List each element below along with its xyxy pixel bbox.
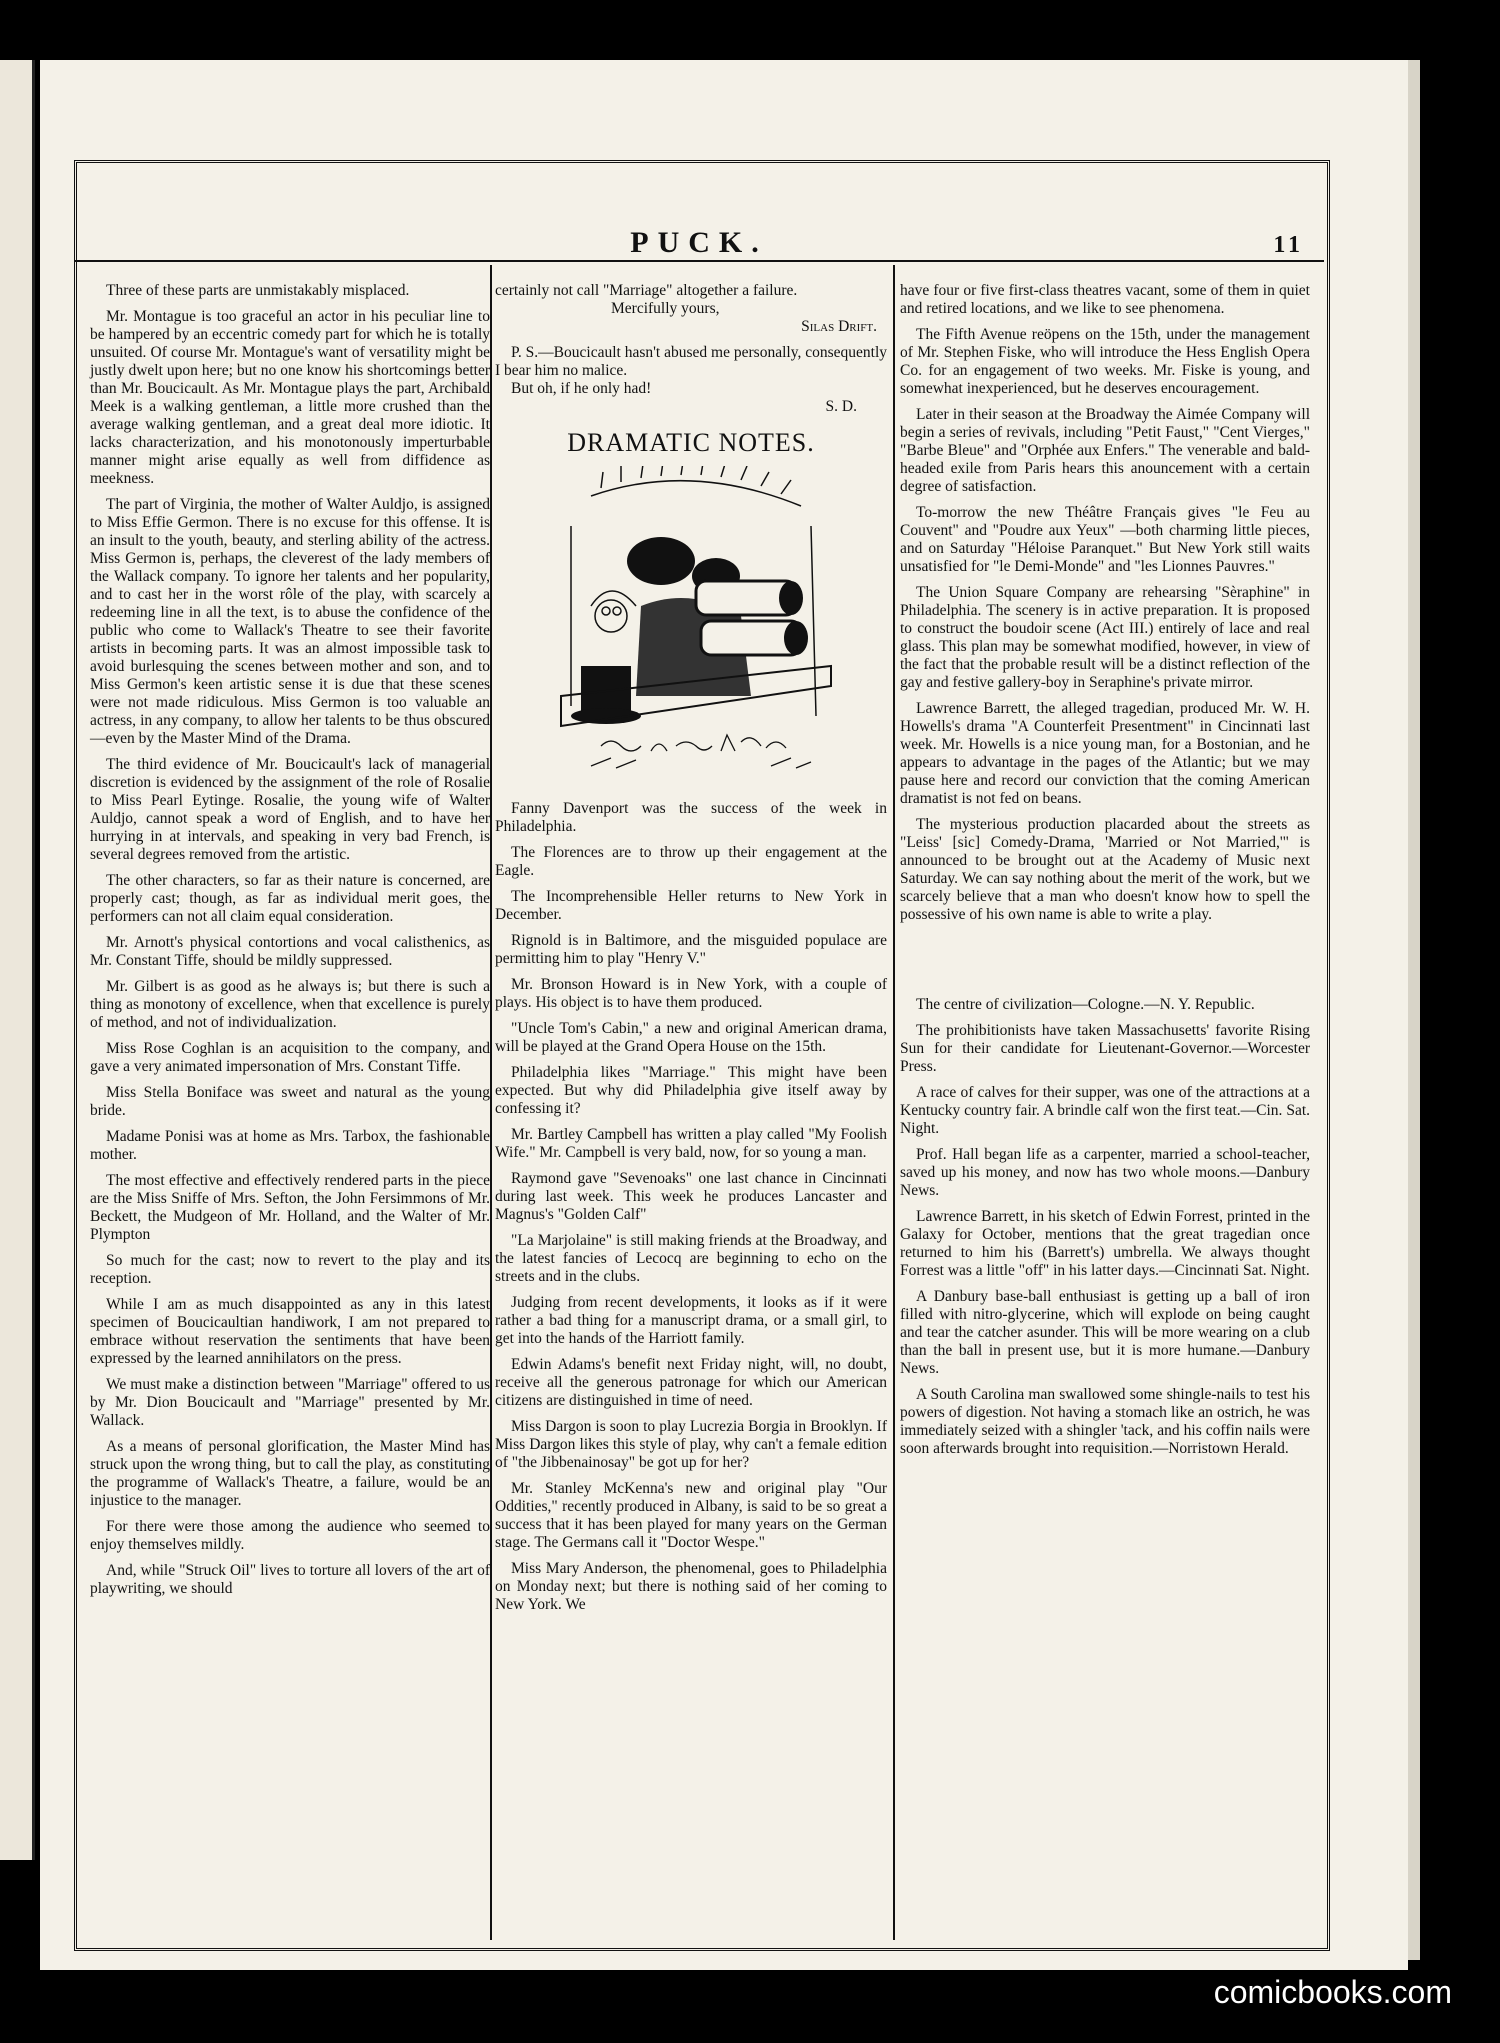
paragraph: While I am as much disappointed as any in this latest specimen of Boucicaultian handiwork, I am not prepared to embrace without reservation the sentiments that have been expressed by the learned annihilators on the press. bbox=[90, 1296, 490, 1367]
paragraph: Miss Rose Coghlan is an acquisition to the company, and gave a very animated impersonation of Mrs. Constant Tiffe. bbox=[90, 1040, 490, 1075]
note-item: Later in their season at the Broadway the Aimée Company will begin a series of revivals, including "Petit Faust," "Cent Vierges," "Barbe Bleue" and "Orphée aux Enfers." The venerable and bald-headed exile from Paris hears this anouncement with a certain degree of satisfaction. bbox=[900, 406, 1310, 495]
page-title: PUCK. bbox=[630, 226, 768, 259]
paragraph: The third evidence of Mr. Boucicault's lack of managerial discretion is evidenced by the assignment of the role of Rosalie to Miss Pearl Eytinge. Rosalie, the young wife of Walter Auldjo, cannot speak a word of English, and to have her hurrying in at intervals, and speaking in very bad French, is several degrees removed from the artistic. bbox=[90, 756, 490, 863]
page-number: 11 bbox=[1273, 232, 1304, 258]
adjacent-page-edge bbox=[0, 60, 35, 1860]
note-item: The Union Square Company are rehearsing "Sèraphine" in Philadelphia. The scenery is in active preparation. It is proposed to construct the boudoir scene (Act III.) entirely of lace and real glass. This plan may be somewhat modified, however, in view of the fact that the probable result will be a distinct reflection of the gay and festive gallery-boy in Seraphine's private mirror. bbox=[900, 584, 1310, 691]
column-divider bbox=[490, 265, 492, 1940]
paragraph: As a means of personal glorification, the Master Mind has struck upon the wrong thing, but to call the play, as constituting the programme of Wallack's Theatre, a failure, would be an injustice to the manager. bbox=[90, 1438, 490, 1509]
opera-glasses-illustration bbox=[541, 466, 841, 786]
note-item: To-morrow the new Théâtre Français gives "le Feu au Couvent" and "Poudre aux Yeux" —both charming little pieces, and on Saturday "Héloise Paranquet." But New York still waits unsatisfied for "le Demi-Monde" and "les Lionnes Pauvres." bbox=[900, 504, 1310, 575]
letter-signature: Silas Drift. bbox=[801, 318, 877, 335]
note-item: Miss Dargon is soon to play Lucrezia Borgia in Brooklyn. If Miss Dargon likes this style of play, why can't a female edition of "the Jibbenainosay" be got up for her? bbox=[495, 1418, 887, 1471]
column-3 bbox=[900, 282, 1310, 1466]
paragraph: Mr. Montague is too graceful an actor in his peculiar line to be hampered by an eccentric comedy part for which he is totally unsuited. Of course Mr. Montague's want of versatility might be justly dwelt upon here; but no one know his shortcomings better than Mr. Boucicault. As Mr. Montague plays the part, Archibald Meek is a walking gentleman, a little more crushed than the average walking gentleman, and a great deal more idiotic. It lacks characterization, and his monotonously imperturbable manner might arise equally as well from diffidence as meekness. bbox=[90, 308, 490, 487]
clipping-item: The centre of civilization—Cologne.—N. Y. Republic. bbox=[916, 996, 1255, 1013]
postscript: P. S.—Boucicault hasn't abused me personally, consequently I bear him no malice. bbox=[495, 344, 887, 379]
masthead bbox=[74, 170, 1324, 262]
clipping-item: Prof. Hall began life as a carpenter, married a school-teacher, saved up his money, and now has two whole moons.—Danbury News. bbox=[900, 1146, 1310, 1199]
paragraph: And, while "Struck Oil" lives to torture all lovers of the art of playwriting, we should bbox=[90, 1562, 490, 1597]
section-heading: DRAMATIC NOTES. bbox=[567, 428, 815, 457]
column-1 bbox=[90, 282, 490, 1606]
note-item: "La Marjolaine" is still making friends at the Broadway, and the latest fancies of Lecocq are beginning to echo on the streets and in the clubs. bbox=[495, 1232, 887, 1285]
paragraph: Miss Stella Boniface was sweet and natural as the young bride. bbox=[90, 1084, 490, 1119]
note-item: Rignold is in Baltimore, and the misguided populace are permitting him to play "Henry V." bbox=[495, 932, 887, 967]
note-item: The mysterious production placarded about the streets as "Leiss' [sic] Comedy-Drama, 'Married or Not Married,'" is announced to be brought out at the Academy of Music next Saturday. We can say nothing about the merit of the work, but we scarcely believe that a man who doesn't know how to spell the possessive of his own name is able to write a play. bbox=[900, 816, 1310, 923]
section-gap bbox=[900, 932, 1310, 996]
column-divider bbox=[893, 265, 895, 1940]
paragraph: The part of Virginia, the mother of Walter Auldjo, is assigned to Miss Effie Germon. There is no excuse for this offense. It is an insult to the youth, beauty, and sterling ability of the actress. Miss Germon is, perhaps, the cleverest of the lady members of the Wallack company. To ignore her talents and her popularity, and to cast her in the worst rôle of the play, with scarcely a redeeming line in all the text, is to abuse the confidence of the public who come to Wallack's Theatre to see their favorite artists in becoming parts. It was an almost impossible task to avoid burlesquing the scenes between mother and son, and to Miss Germon's keen artistic sense it is due that these scenes were not made ridiculous. Miss Germon is too valuable an actress, in any company, to allow her talents to be thus obscured—even by the Master Mind of the Drama. bbox=[90, 496, 490, 747]
note-item: Raymond gave "Sevenoaks" one last chance in Cincinnati during last week. This week he produces Lancaster and Magnus's "Golden Calf" bbox=[495, 1170, 887, 1223]
letter-closing: Mercifully yours, bbox=[611, 300, 720, 317]
letter-ending: certainly not call "Marriage" altogether a failure. bbox=[495, 282, 798, 299]
note-item: Judging from recent developments, it looks as if it were rather a bad thing for a manuscript drama, or a small girl, to get into the hands of the Harriott family. bbox=[495, 1294, 887, 1347]
note-item: Lawrence Barrett, the alleged tragedian, produced Mr. W. H. Howells's drama "A Counterfeit Presentment" in Cincinnati last week. Mr. Howells is a nice young man, for a Bostonian, and he appears to advantage in the pages of the Atlantic; but we may pause here and record our conviction that the coming American dramatist is not fed on beans. bbox=[900, 700, 1310, 807]
note-item: Fanny Davenport was the success of the week in Philadelphia. bbox=[495, 800, 887, 835]
clipping-item: A race of calves for their supper, was one of the attractions at a Kentucky country fair. A brindle calf won the first teat.—Cin. Sat. Night. bbox=[900, 1084, 1310, 1137]
note-item: Edwin Adams's benefit next Friday night, will, no doubt, receive all the generous patronage for which our American citizens are distinguished in time of need. bbox=[495, 1356, 887, 1409]
paragraph: Mr. Arnott's physical contortions and vocal calisthenics, as Mr. Constant Tiffe, should be mildly suppressed. bbox=[90, 934, 490, 969]
paragraph: The most effective and effectively rendered parts in the piece are the Miss Sniffe of Mrs. Sefton, the John Fersimmons of Mr. Beckett, the Mudgeon of Mr. Holland, and the Walter of Mr. Plympton bbox=[90, 1172, 490, 1243]
clipping-item: The prohibitionists have taken Massachusetts' favorite Rising Sun for their candidate for Lieutenant-Governor.—Worcester Press. bbox=[900, 1022, 1310, 1075]
postscript-line: But oh, if he only had! bbox=[511, 380, 652, 397]
note-item: have four or five first-class theatres vacant, some of them in quiet and retired locations, and we like to see phenomena. bbox=[900, 282, 1310, 317]
note-item: The Florences are to throw up their engagement at the Eagle. bbox=[495, 844, 887, 879]
paragraph: So much for the cast; now to revert to the play and its reception. bbox=[90, 1252, 490, 1287]
paragraph: Three of these parts are unmistakably misplaced. bbox=[106, 282, 410, 299]
note-item: The Incomprehensible Heller returns to New York in December. bbox=[495, 888, 887, 923]
note-item: Mr. Stanley McKenna's new and original play "Our Oddities," recently produced in Albany, is said to be so great a success that it has been played for many years on the German stage. The Germans call it "Doctor Wespe." bbox=[495, 1480, 887, 1551]
note-item: Miss Mary Anderson, the phenomenal, goes to Philadelphia on Monday next; but there is nothing said of her coming to New York. We bbox=[495, 1560, 887, 1613]
paragraph: Madame Ponisi was at home as Mrs. Tarbox, the fashionable mother. bbox=[90, 1128, 490, 1163]
clipping-item: A South Carolina man swallowed some shingle-nails to test his powers of digestion. Not having a stomach like an ostrich, he was immediately seized with a shingler 'tack, and his coffin nails were soon afterwards brought into requisition.—Norristown Herald. bbox=[900, 1386, 1310, 1457]
initials: S. D. bbox=[825, 398, 857, 415]
note-item: The Fifth Avenue reöpens on the 15th, under the management of Mr. Stephen Fiske, who will introduce the Hess English Opera Co. for an engagement of two weeks. Mr. Fiske is young, and somewhat inexperienced, but he deserves encouragement. bbox=[900, 326, 1310, 397]
newspaper-page bbox=[40, 60, 1408, 1970]
note-item: "Uncle Tom's Cabin," a new and original American drama, will be played at the Grand Opera House on the 15th. bbox=[495, 1020, 887, 1055]
note-item: Mr. Bartley Campbell has written a play called "My Foolish Wife." Mr. Campbell is very bald, now, for so young a man. bbox=[495, 1126, 887, 1161]
note-item: Mr. Bronson Howard is in New York, with a couple of plays. His object is to have them produced. bbox=[495, 976, 887, 1011]
paragraph: Mr. Gilbert is as good as he always is; but there is such a thing as monotony of excellence, when that excellence is purely of method, and not of individualization. bbox=[90, 978, 490, 1031]
paragraph: For there were those among the audience who seemed to enjoy themselves mildly. bbox=[90, 1518, 490, 1553]
note-item: Philadelphia likes "Marriage." This might have been expected. But why did Philadelphia give itself away by confessing it? bbox=[495, 1064, 887, 1117]
column-2 bbox=[495, 282, 887, 1622]
clipping-item: A Danbury base-ball enthusiast is getting up a ball of iron filled with nitro-glycerine, which will explode on being caught and tear the catcher asunder. This will be more wearing on a club than the ball in present use, but it is more humane.—Danbury News. bbox=[900, 1288, 1310, 1377]
paragraph: We must make a distinction between "Marriage" offered to us by Mr. Dion Boucicault and "Marriage" presented by Mr. Wallack. bbox=[90, 1376, 490, 1429]
clipping-item: Lawrence Barrett, in his sketch of Edwin Forrest, printed in the Galaxy for October, mentions that the great tragedian once returned to him his (Barrett's) umbrella. We always thought Forrest was a little "off" in his latter days.—Cincinnati Sat. Night. bbox=[900, 1208, 1310, 1279]
paragraph: The other characters, so far as their nature is concerned, are properly cast; though, as far as individual merit goes, the performers can not all claim equal consideration. bbox=[90, 872, 490, 925]
site-watermark: comicbooks.com bbox=[1213, 1974, 1452, 2010]
